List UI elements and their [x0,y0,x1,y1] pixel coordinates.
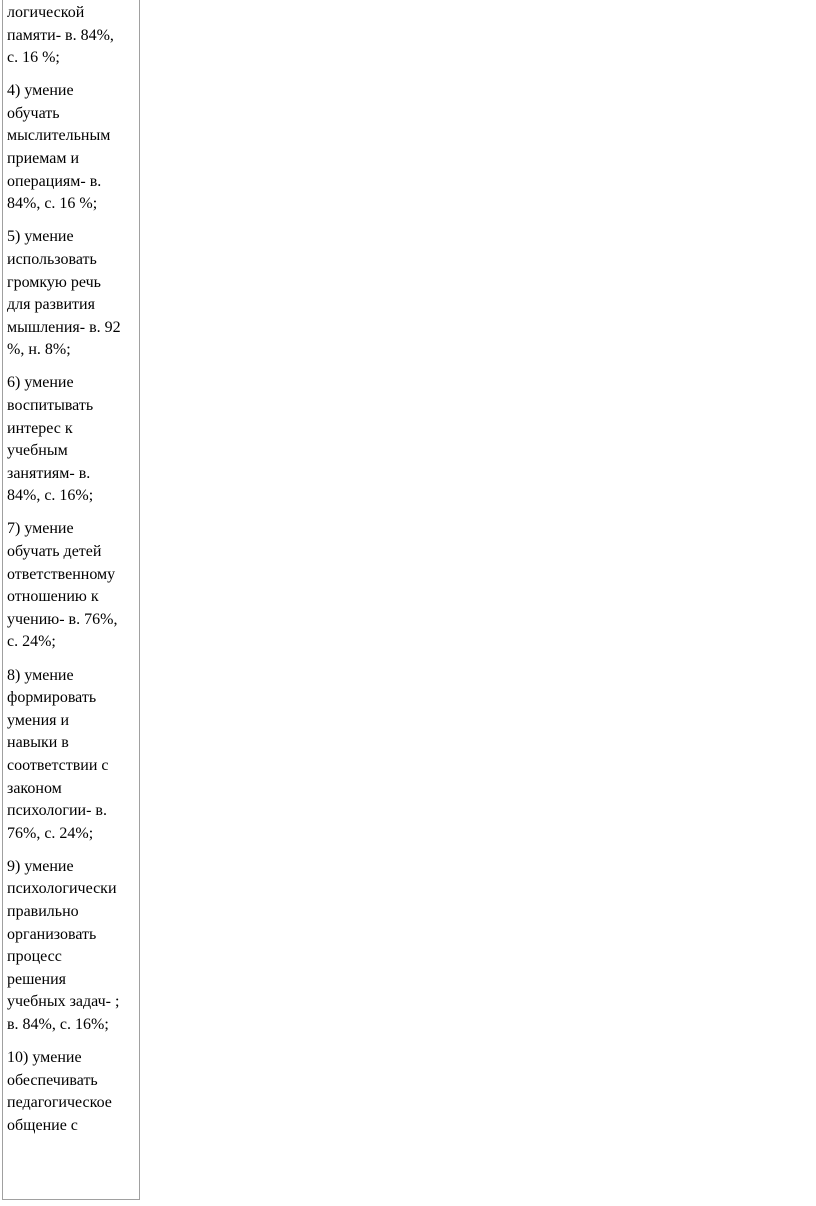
paragraph-item-7: 7) умение обучать детей ответственному отношению к учению- в. 76%, с. 24%; [7,520,118,651]
paragraph-logical-memory: логической памяти- в. 84%, с. 16 %; [7,4,114,67]
table-cell [2,0,140,1200]
paragraph-item-8: 8) умение формировать умения и навыки в соответствии с законом психологии- в. 76%, с. 24%; [7,666,109,842]
cell-content [7,2,137,1148]
paragraph-item-9: 9) умение психологически правильно организовать процесс решения учебных задач- ; в. 84%, с. 16%; [7,857,120,1033]
paragraph-item-4: 4) умение обучать мыслительным приемам и операциям- в. 84%, с. 16 %; [7,82,111,213]
paragraph-item-6: 6) умение воспитывать интерес к учебным занятиям- в. 84%, с. 16%; [7,374,94,505]
paragraph-item-5: 5) умение использовать громкую речь для развития мышления- в. 92 %, н. 8%; [7,228,121,359]
paragraph-item-10: 10) умение обеспечивать педагогическое общение с [7,1049,112,1134]
